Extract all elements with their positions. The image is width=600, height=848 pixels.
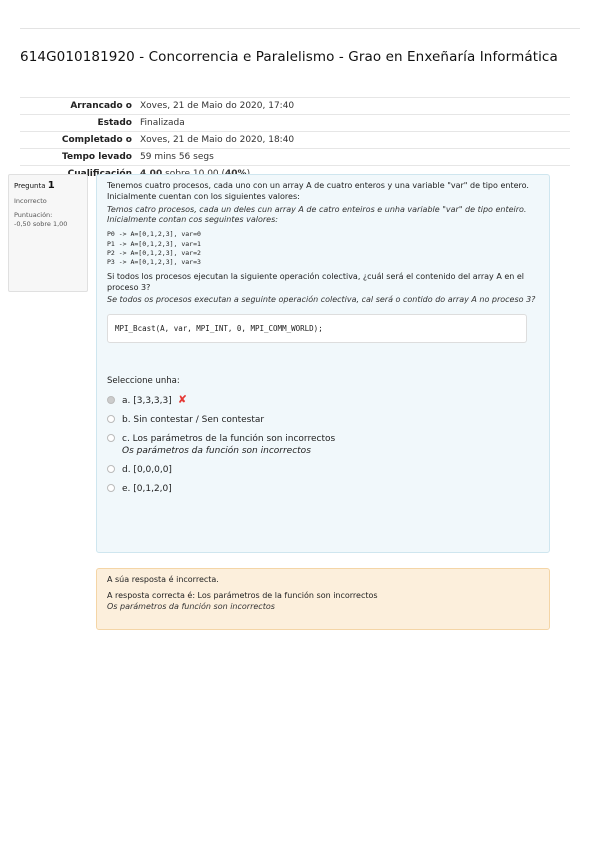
option-label — [122, 433, 335, 457]
code-line: P1 -> A=[0,1,2,3], var=1 — [107, 239, 201, 248]
option-label: b. Sin contestar / Sen contestar — [122, 414, 265, 425]
answer-option-e[interactable] — [107, 483, 539, 495]
feedback-incorrect: A súa resposta é incorrecta. — [107, 575, 219, 584]
feedback-correct-answer: A resposta correcta é: Los parámetros de la función son incorrectos — [107, 590, 378, 600]
question-text-gl: Temos catro procesos, cada un deles cun array A de catro enteiros e unha variable "var" de tipo enteiro. Inicialmente contan cos seguintes valores: — [107, 204, 527, 225]
question-score — [14, 211, 82, 229]
radio-button[interactable] — [107, 396, 115, 404]
radio-button[interactable] — [107, 484, 115, 492]
score-label: Puntuación: — [14, 211, 53, 220]
question-prompt-es: Si todos los procesos ejecutan la siguiente operación colectiva, ¿cuál será el contenido del array A en el proceso 3? — [107, 271, 525, 292]
option-text: c. Los parámetros de la función son incorrectos — [122, 434, 336, 445]
summary-row-completed — [20, 132, 570, 149]
feedback-correct-answer-gl: Os parámetros da función son incorrectos — [107, 601, 275, 611]
option-label: a. [3,3,3,3] — [122, 395, 172, 406]
answer-option-d[interactable] — [107, 464, 539, 476]
code-line: P2 -> A=[0,1,2,3], var=2 — [107, 249, 201, 258]
score-value: -0,50 sobre 1,00 — [14, 220, 68, 229]
course-title: 614G010181920 - Concorrencia e Paralelismo - Grao en Enxeñaría Informática — [20, 49, 558, 65]
option-label: e. [0,1,2,0] — [122, 484, 172, 495]
mpi-code-box: MPI_Bcast(A, var, MPI_INT, 0, MPI_COMM_WORLD); — [107, 314, 527, 343]
summary-value: Xoves, 21 de Maio do 2020, 18:40 — [140, 135, 295, 145]
attempt-summary-table — [20, 97, 570, 182]
radio-button[interactable] — [107, 465, 115, 473]
summary-label: Completado o — [61, 135, 132, 145]
feedback-box — [96, 568, 550, 630]
summary-value: Xoves, 21 de Maio do 2020, 17:40 — [140, 101, 295, 111]
question-prompt-gl: Se todos os procesos executan a seguinte operación colectiva, cal será o contido do array A no proceso 3? — [107, 295, 536, 305]
quiz-review-page — [20, 28, 580, 182]
summary-row-state — [20, 115, 570, 132]
radio-button[interactable] — [107, 415, 115, 423]
summary-value: 59 mins 56 segs — [140, 152, 214, 162]
summary-value: Finalizada — [140, 118, 185, 128]
summary-label: Arrancado o — [70, 101, 132, 111]
summary-label: Tempo levado — [62, 152, 132, 162]
radio-button[interactable] — [107, 434, 115, 442]
question-info — [8, 174, 88, 292]
question-label: Pregunta — [14, 182, 46, 190]
answer-option-a[interactable] — [107, 392, 539, 407]
question-content — [96, 174, 550, 553]
select-label: Seleccione unha: — [107, 376, 180, 387]
option-label: d. [0,0,0,0] — [122, 465, 172, 476]
summary-row-time-taken — [20, 149, 570, 166]
code-line: P0 -> A=[0,1,2,3], var=0 — [107, 230, 201, 239]
process-values — [107, 230, 539, 268]
summary-row-started — [20, 98, 570, 115]
code-line: P3 -> A=[0,1,2,3], var=3 — [107, 258, 201, 267]
question-state: Incorrecto — [14, 197, 47, 205]
answer-option-b[interactable] — [107, 414, 539, 426]
question-number — [14, 179, 82, 193]
incorrect-icon: ✘ — [177, 392, 187, 406]
question-text-es: Tenemos cuatro procesos, cada uno con un array A de cuatro enteros y una variable "var" de tipo entero. Inicialmente cuentan con los siguientes valores: — [107, 181, 529, 201]
answer-option-c[interactable] — [107, 433, 539, 457]
question-number-value: 1 — [47, 180, 55, 191]
option-subtext: Os parámetros da función son incorrectos — [122, 446, 311, 457]
summary-label: Estado — [97, 118, 132, 128]
